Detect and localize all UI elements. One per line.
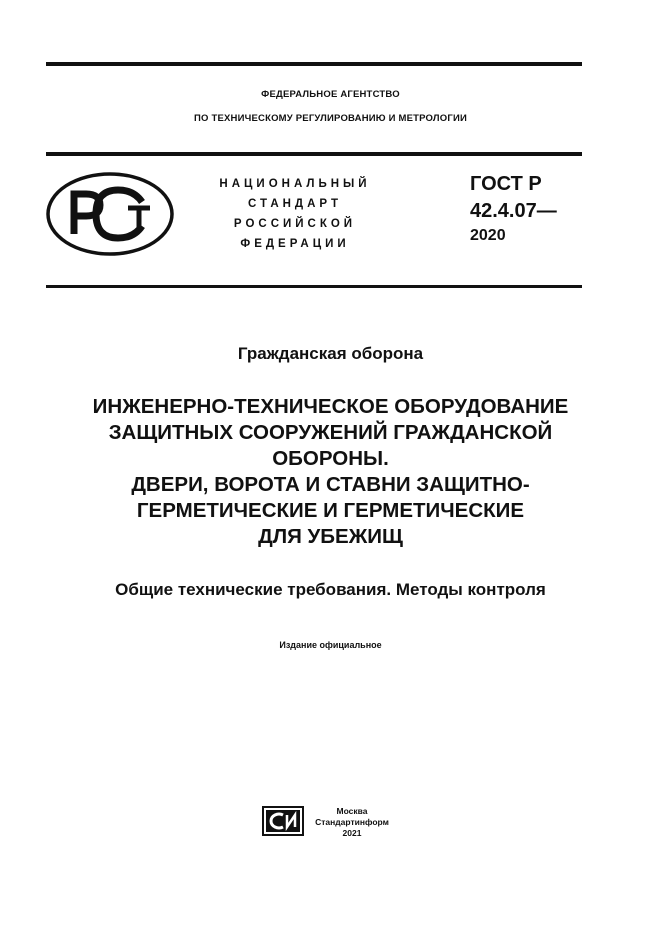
title-line: ГЕРМЕТИЧЕСКИЕ И ГЕРМЕТИЧЕСКИЕ	[136, 499, 525, 522]
section-title: Гражданская оборона	[237, 344, 424, 363]
bottom-rule	[46, 285, 582, 288]
title-line: ДЛЯ УБЕЖИЩ	[258, 525, 403, 548]
national-standard-label	[205, 174, 385, 254]
publisher-year: 2021	[342, 828, 362, 838]
title-line: ЗАЩИТНЫХ СООРУЖЕНИЙ ГРАЖДАНСКОЙ	[108, 421, 553, 444]
edition-label: Издание официальное	[279, 640, 382, 650]
national-standard-line: ФЕДЕРАЦИИ	[240, 238, 350, 250]
top-rule	[46, 62, 582, 66]
national-standard-line: СТАНДАРТ	[248, 198, 342, 210]
title-line: ИНЖЕНЕРНО-ТЕХНИЧЕСКОЕ ОБОРУДОВАНИЕ	[92, 395, 569, 418]
document-subtitle: Общие технические требования. Методы контроля	[115, 580, 546, 599]
agency-line-1: ФЕДЕРАЛЬНОЕ АГЕНТСТВО	[261, 89, 400, 100]
publisher-city: Москва	[336, 806, 368, 816]
publisher-info	[306, 806, 398, 839]
designation-line-1: ГОСТ Р	[470, 173, 542, 195]
designation-line-2: 42.4.07—	[470, 200, 557, 222]
title-line: ДВЕРИ, ВОРОТА И СТАВНИ ЗАЩИТНО-	[131, 473, 530, 496]
publisher-name: Стандартинформ	[315, 817, 389, 827]
national-standard-line: НАЦИОНАЛЬНЫЙ	[219, 178, 371, 190]
standartinform-logo-icon	[262, 806, 304, 836]
document-title	[30, 394, 631, 550]
middle-rule	[46, 152, 582, 156]
agency-line-2: ПО ТЕХНИЧЕСКОМУ РЕГУЛИРОВАНИЮ И МЕТРОЛОГИИ	[194, 113, 467, 124]
rst-certification-mark-icon	[46, 172, 174, 256]
designation-year: 2020	[470, 227, 506, 244]
standard-designation	[470, 171, 557, 247]
national-standard-line: РОССИЙСКОЙ	[233, 218, 357, 230]
title-line: ОБОРОНЫ.	[272, 447, 389, 470]
